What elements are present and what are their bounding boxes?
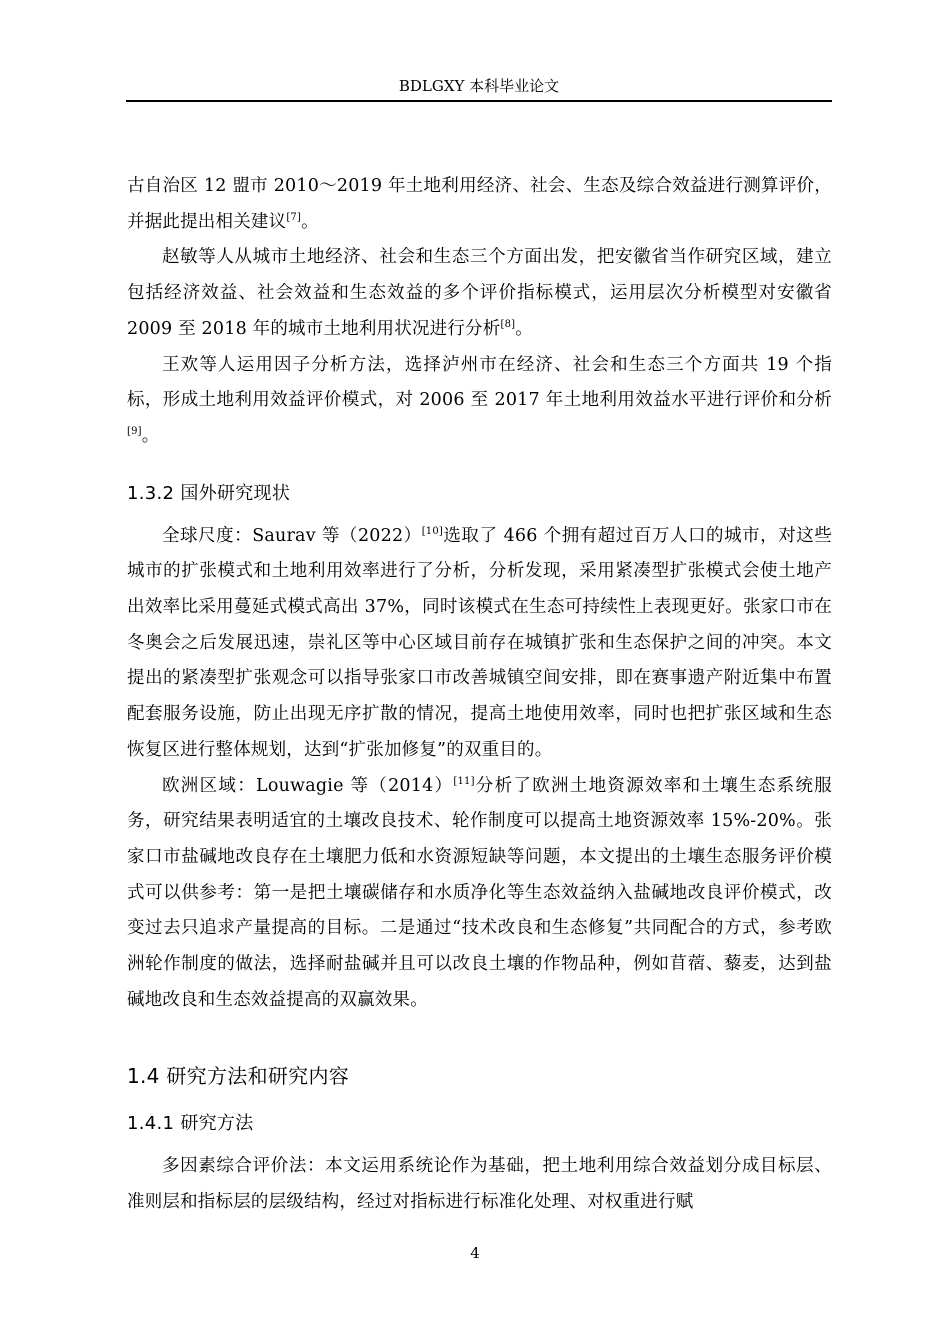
page-body bbox=[127, 169, 832, 1221]
paragraph-text: 赵敏等人从城市土地经济、社会和生态三个方面出发，把安徽省当作研究区域，建立包括经济效益、社会效益和生态效益的多个评价指标模式，运用层次分析模型对安徽省 2009 至 2018 年的城市土地利用状况进行分析 bbox=[127, 247, 832, 339]
heading-1-4: 1.4 研究方法和研究内容 bbox=[127, 1064, 350, 1089]
paragraph-methods bbox=[127, 1149, 832, 1220]
paragraph-wang-huan bbox=[127, 348, 832, 455]
paragraph-lead: 欧洲区域：Louwagie 等（2014） bbox=[162, 775, 454, 796]
paragraph-europe-region bbox=[127, 769, 832, 1019]
citation: [9] bbox=[127, 426, 142, 438]
paragraph-tail: 。 bbox=[515, 318, 533, 339]
citation: [7] bbox=[286, 211, 302, 223]
header-rule bbox=[126, 100, 832, 102]
paragraph-text: 古自治区 12 盟市 2010～2019 年土地利用经济、社会、生态及综合效益进行测算评价，并据此提出相关建议 bbox=[127, 176, 832, 232]
running-header: BDLGXY 本科毕业论文 bbox=[398, 77, 560, 95]
paragraph-tail: 。 bbox=[141, 425, 160, 446]
paragraph-text: 分析了欧洲土地资源效率和土壤生态系统服务，研究结果表明适宜的土壤改良技术、轮作制度可以提高土地资源效率 15%-20%。张家口市盐碱地改良存在土壤肥力低和水资源短缺等问题，本文提出的土壤生态服务评价模式可以供参考：第一是把土壤碳储存和水质净化等生态效益纳入盐碱地改良评价模式，改变过去只追求产量提高的目标。二是通过“技术改良和生态修复”共同配合的方式，参考欧洲轮作制度的做法，选择耐盐碱并且可以改良土壤的作物品种，例如苜蓿、藜麦，达到盐碱地改良和生态效益提高的双赢效果。 bbox=[127, 775, 832, 1010]
page-number: 4 bbox=[470, 1244, 480, 1262]
paragraph-tail: 。 bbox=[301, 211, 319, 232]
citation: [10] bbox=[421, 525, 444, 537]
citation: [8] bbox=[500, 318, 516, 330]
paragraph-zhao-min bbox=[127, 240, 832, 347]
heading-1-4-1: 1.4.1 研究方法 bbox=[127, 1113, 254, 1135]
paragraph-lead: 全球尺度：Saurav 等（2022） bbox=[162, 525, 422, 546]
paragraph-text: 王欢等人运用因子分析方法，选择泸州市在经济、社会和生态三个方面共 19 个指标，形成土地利用效益评价模式，对 2006 至 2017 年土地利用效益水平进行评价和分析 bbox=[127, 354, 832, 411]
paragraph-text: 选取了 466 个拥有超过百万人口的城市，对这些城市的扩张模式和土地利用效率进行了分析，分析发现，采用紧凑型扩张模式会使土地产出效率比采用蔓延式模式高出 37%，同时该模式在生态可持续性上表现更好。张家口市在冬奥会之后发展迅速，崇礼区等中心区域目前存在城镇扩张和生态保护之间的冲突。本文提出的紧凑型扩张观念可以指导张家口市改善城镇空间安排，即在赛事遗产附近集中布置配套服务设施，防止出现无序扩散的情况，提高土地使用效率，同时也把扩张区域和生态恢复区进行整体规划，达到“扩张加修复”的双重目的。 bbox=[127, 525, 832, 760]
paragraph-continued bbox=[127, 169, 832, 240]
heading-1-3-2: 1.3.2 国外研究现状 bbox=[127, 482, 291, 504]
paragraph-text: 多因素综合评价法：本文运用系统论作为基础，把土地利用综合效益划分成目标层、准则层和指标层的层级结构，经过对指标进行标准化处理、对权重进行赋 bbox=[127, 1156, 832, 1213]
citation: [11] bbox=[453, 775, 475, 787]
paragraph-global-scale bbox=[127, 519, 832, 769]
